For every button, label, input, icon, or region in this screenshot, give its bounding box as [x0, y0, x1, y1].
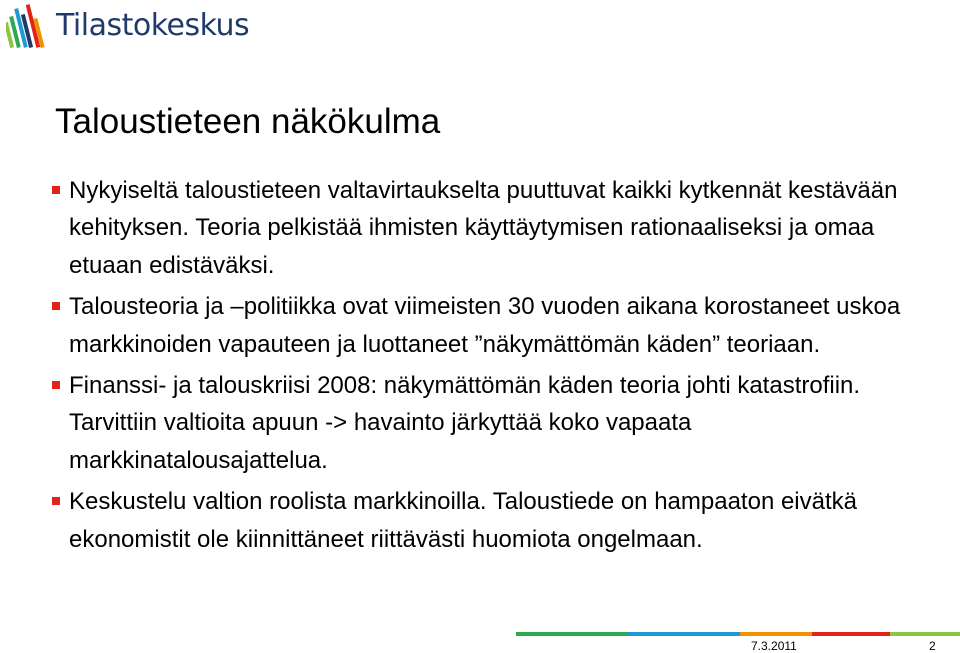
page-number: 2	[929, 639, 936, 653]
bullet-marker-icon	[52, 186, 60, 194]
bullet-text: Keskustelu valtion roolista markkinoilla. Taloustiede on hampaaton eivätkä ekonomistit ole kiinnittäneet riittävästi huomiota ongelmaan.	[69, 488, 858, 553]
statistics-finland-logo-icon	[6, 2, 50, 50]
bullet-marker-icon	[52, 497, 60, 505]
bullet-item	[52, 288, 932, 363]
footer-bar-orange	[740, 632, 812, 636]
bullet-item	[52, 483, 932, 558]
brand-logo	[6, 2, 249, 50]
bullet-marker-icon	[52, 302, 60, 310]
bullet-text: Finanssi- ja talouskriisi 2008: näkymättömän käden teoria johti katastrofiin. Tarvittiin valtioita apuun -> havainto järkyttää koko vapaata markkinatalousajattelua.	[69, 372, 861, 474]
bullet-text: Nykyiseltä taloustieteen valtavirtaukselta puuttuvat kaikki kytkennät kestävään kehityksen. Teoria pelkistää ihmisten käyttäytymisen rationaaliseksi ja omaa etuaan edistäväksi.	[69, 177, 898, 279]
bullet-item	[52, 367, 932, 479]
bullet-item	[52, 172, 932, 284]
footer-date: 7.3.2011	[751, 639, 797, 653]
bullet-list	[52, 172, 932, 562]
footer-bar-blue	[628, 632, 740, 636]
brand-name: Tilastokeskus	[56, 8, 250, 43]
footer-bar-lime	[890, 632, 960, 636]
slide-title: Taloustieteen näkökulma	[55, 102, 441, 141]
bullet-text: Talousteoria ja –politiikka ovat viimeisten 30 vuoden aikana korostaneet uskoa markkinoiden vapauteen ja luottaneet ”näkymättömän käden” teoriaan.	[69, 293, 901, 358]
footer-bar-red	[812, 632, 890, 636]
footer-bar-green	[516, 632, 628, 636]
bullet-marker-icon	[52, 381, 60, 389]
